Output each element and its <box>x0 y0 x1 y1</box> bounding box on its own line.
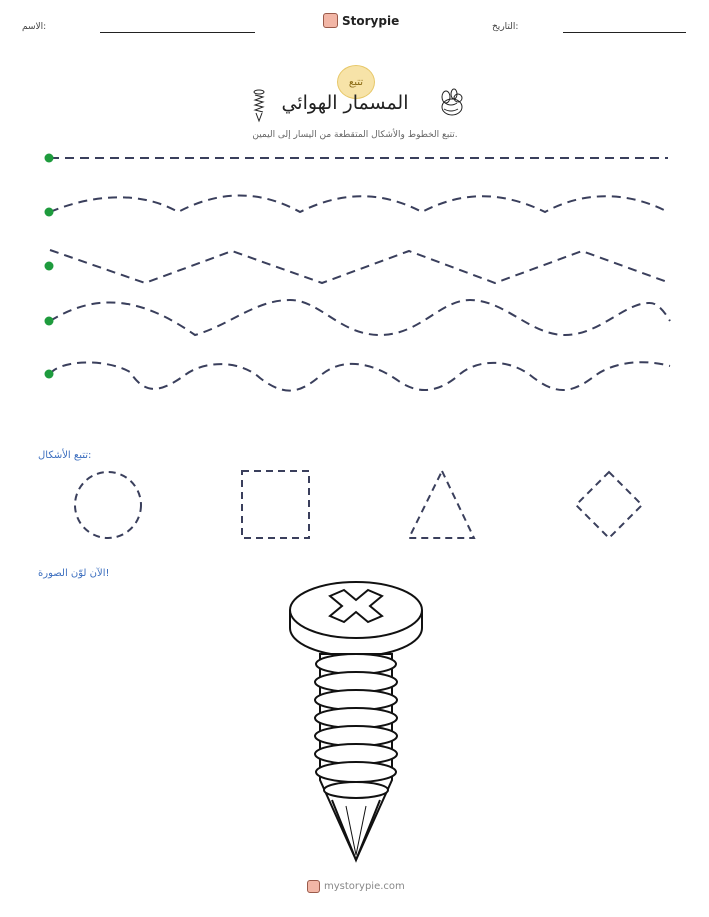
trace-line-curve[interactable] <box>50 300 670 335</box>
shapes-section-label: تتبع الأشكال: <box>38 450 92 461</box>
screw-coloring-illustration[interactable] <box>290 582 422 860</box>
start-dot <box>45 154 54 163</box>
brand-name: Storypie <box>342 13 400 28</box>
start-dot <box>45 262 54 271</box>
start-dot <box>45 370 54 379</box>
date-label: التاريخ: <box>492 22 519 32</box>
instructions: تتبع الخطوط والأشكال المتقطعة من اليسار إلى اليمين. <box>252 130 458 140</box>
start-dot <box>45 317 54 326</box>
trace-line-zigzag[interactable] <box>50 250 670 283</box>
footer-site: mystorypie.com <box>324 881 405 892</box>
trace-line-wave[interactable] <box>50 196 668 213</box>
trace-line-bumps[interactable] <box>50 362 670 390</box>
coloring-section-label: الآن لوّن الصورة! <box>38 568 110 579</box>
diamond-icon[interactable] <box>576 472 642 538</box>
circle-icon[interactable] <box>75 472 141 538</box>
screw-small-icon <box>254 90 264 121</box>
bee-icon <box>442 89 462 115</box>
square-icon[interactable] <box>242 471 309 538</box>
page-title: المسمار الهوائي <box>281 92 409 114</box>
name-label: الاسم: <box>22 22 47 32</box>
triangle-icon[interactable] <box>409 471 474 538</box>
trace-badge-label: تتبع <box>348 76 364 88</box>
start-dot <box>45 208 54 217</box>
